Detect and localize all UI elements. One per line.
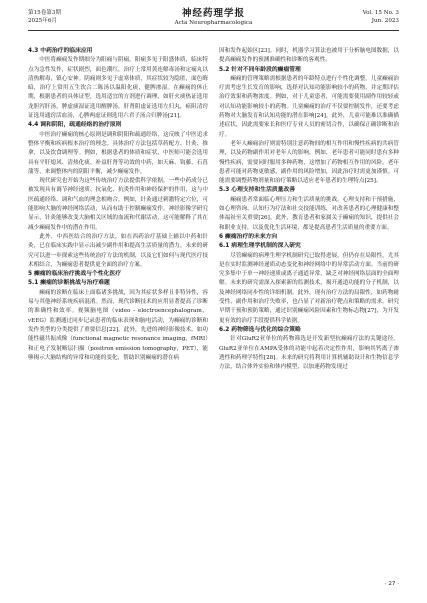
paragraph: 此外，中西医结合的治疗方法，如在西药治疗基础上辅以中药和针灸，已在临床实践中显示出减少副作用和提高生活质量的潜力。未来的研究可以进一步探索这些传统治疗方法的机制，以及它们如何与现代医疗技术相结合，为癫痫患者提供更全面的治疗方案。 xyxy=(28,233,208,268)
paragraph: 因和发作起始区[23]。同时，机器学习算法也被用于分析脑电图数据，以提高癫痫发作的预测准确性和诊断的客观性。 xyxy=(219,48,399,64)
section-heading: 6.1 病理生理学机制的深入研究 xyxy=(219,243,301,250)
paragraph: 现代研究也开始为这些传统治疗方法提供科学依据。一些中药成分已被发现具有调节神经递质、抗氧化、抗炎作用和神经保护的作用，这与中医疏通经络、调和气血的理念相吻合。例如，针灸通过刺激特定穴位，可能影响大脑的神经网络活动，从而有助于控制癫痫发作。神经影像学研究显示，针灸能够改变大脑相关区域的血流和代谢活动，这可能解释了其在减少癫痫发作中的潜在作用。 xyxy=(28,178,208,231)
paragraph: 癫痫患者常面临心理压力和生活质量的挑战。心理支持和干预措施，如心理咨询、认知行为疗法和社交技能训练，对改善患者的心理健康和整体福祉至关重要[26]。此外，教育患者和家属关于癫痫的知识，提供社会和职业支持，以及优化生活环境，都是提高患者生活质量的重要方面。 xyxy=(219,196,399,231)
section-heading: 6.2 药物筛选与优化的综合策略 xyxy=(219,326,301,333)
journal-title-cn: 神经药理学报 xyxy=(181,8,245,19)
paragraph: 针对GluR2亚单位的药物筛选是开发新型抗癫痫疗法的关键途径。GluR2亚单位在AMPA受体的功能中起着决定性作用，影响其钙离子渗透性和药理学特性[28]。未来的研究将利用计算机辅助设计和生物信息学方法，结合体外实验和体内模型，以加速药物发现过 xyxy=(219,336,399,371)
section-heading: 6 癫痫治疗的未来方向 xyxy=(219,233,278,240)
section-heading: 5.1 癫痫的诊断挑战与治疗难题 xyxy=(28,280,110,287)
paragraph: 老年人癫痫治疗则需特别注意药物间的相互作用和慢性疾病的共病管理，以及药物副作用对老年人的影响。例如，老年患者可能同时患有多种慢性疾病，需要同时服用多种药物，这增加了药物相互作用的风险。老年患者可能对药物更敏感，副作用的风险增加，因此治疗时需更加谨慎。可能需要调整药物剂量和治疗策略以适应老年患者的生理特点[25]。 xyxy=(219,140,399,185)
right-column xyxy=(219,47,399,372)
left-column xyxy=(28,47,208,363)
header-divider xyxy=(28,30,399,31)
date-label: 2025年6月 xyxy=(28,18,57,24)
issue-label: 第15卷第3期 xyxy=(28,10,62,16)
paragraph: 中医治疗癫痫的核心原则是调和阴阳和疏通经络，这反映了中医追求整体平衡和疾病根本治疗的理念。具体治疗方法包括草药配方、针灸、推拿，以及饮食调理等。例如，根据患者的体质和症状，中医师可能会选用具有平肝熄风、清热化痰、补益肝肾等功效的中药，如天麻、钩藤、石菖蒲等，来调整体内的阴阳平衡，减少癫痫发作。 xyxy=(28,131,208,175)
volume-label: Vol. 15 No. 3 xyxy=(362,10,399,16)
section-heading: 4.4 调和阴阳，疏通经络的治疗原则 xyxy=(28,122,122,129)
section-heading: 5.3 心理支持和生活质量改善 xyxy=(219,187,296,194)
page-number: · 27 · xyxy=(384,581,399,587)
paragraph: 癫痫的诊断在临床上面临诸多挑战，因为其症状多样且非特异性，容易与其他神经系统疾病混淆。然而，现代诊断技术的应用显著提高了诊断的准确性和效率。视频脑电图（video – electroencephalogram，vEEG）监测通过同步记录患者的临床表现和脑电活动，为癫痫的诊断和发作类型的分类提供了重要信息[22]。此外，先进的神经影像技术，如功能性磁共振成像（functional magnetic resonance imaging，fMRI）和正电子发射断层扫描（positron emission tomography，PET），能够揭示大脑结构的异常和功能的变化，帮助识别癫痫的潜在病 xyxy=(28,289,208,361)
paragraph: 中医将癫痫发作期细分为阳痫与阴痫。阳痫多见于阳盛体质，临床特点为急性发作，症状剧烈，面色潮红，治疗上常用黄连解毒汤和定痫丸以清热解毒，镇心安神。阴痫则多见于虚寒体质，其症状较为隐匿，面色晦暗，治疗上常用五生饮合二陈汤以温阳化痰，健脾渗湿。在癫痫的休止期，根据患者的具体证型，选用适宜的方剂进行调理，如肝火痰热证选用龙胆泻肝汤，脾虚痰湿证选用醒脾汤，肝肾阴虚证选用左归丸，瘀阻清窍证选用通窍活血汤，心脾两虚证则选用六君子汤合归脾汤[21]。 xyxy=(28,57,208,120)
page-header xyxy=(0,0,427,46)
section-heading: 5.2 针对不同年龄段的癫痫管理 xyxy=(219,66,301,73)
journal-title-en: Acta Neuropharmacologica xyxy=(174,20,253,26)
month-label: Jun. 2023 xyxy=(371,18,399,24)
section-heading: 5 癫痫的临床治疗挑战与个性化医疗 xyxy=(28,271,122,278)
section-heading: 4.3 中药治疗的临床应用 xyxy=(28,48,93,54)
paragraph: 尽管癫痫的病理生理学机制研究已取得进展，但仍存在局限性，尤其是在实时监测神经递质动态变化和神经网络中的异常活动方面。当前的研究多集中于单一神经递质或离子通道异常，缺乏对神经网络层面的全面理解。未来的研究需深入探索新的监测技术，揭开通道功能的分子机制，以及神经网络同步性的详细机制。此外，现有治疗方法的局限性，如药物耐受性、副作用和治疗失败率，也凸显了对新治疗靶点和策略的需求。研究早期干预和预防策略，通过识别癫痫风险因素和生物标志物[27]，为开发更有效的治疗手段提供科学依据。 xyxy=(219,252,399,324)
header-right xyxy=(363,9,399,25)
paragraph: 癫痫的管理策略需根据患者的年龄特点进行个性化调整。儿童癫痫治疗需考虑生长发育的影响，选择对认知功能影响较小的药物，并定期评估治疗效果和药物浓度。例如，对于儿童患者，可能需要使用副作用较轻或对认知功能影响较小的药物。儿童癫痫的治疗不仅要控制发作，还要考虑药物对大脑发育和认知功能的潜在影响[24]。此外，儿童可能难以准确描述症状，因此需要家长和医疗专业人员的密切合作，以确保正确诊断和治疗。 xyxy=(219,75,399,138)
